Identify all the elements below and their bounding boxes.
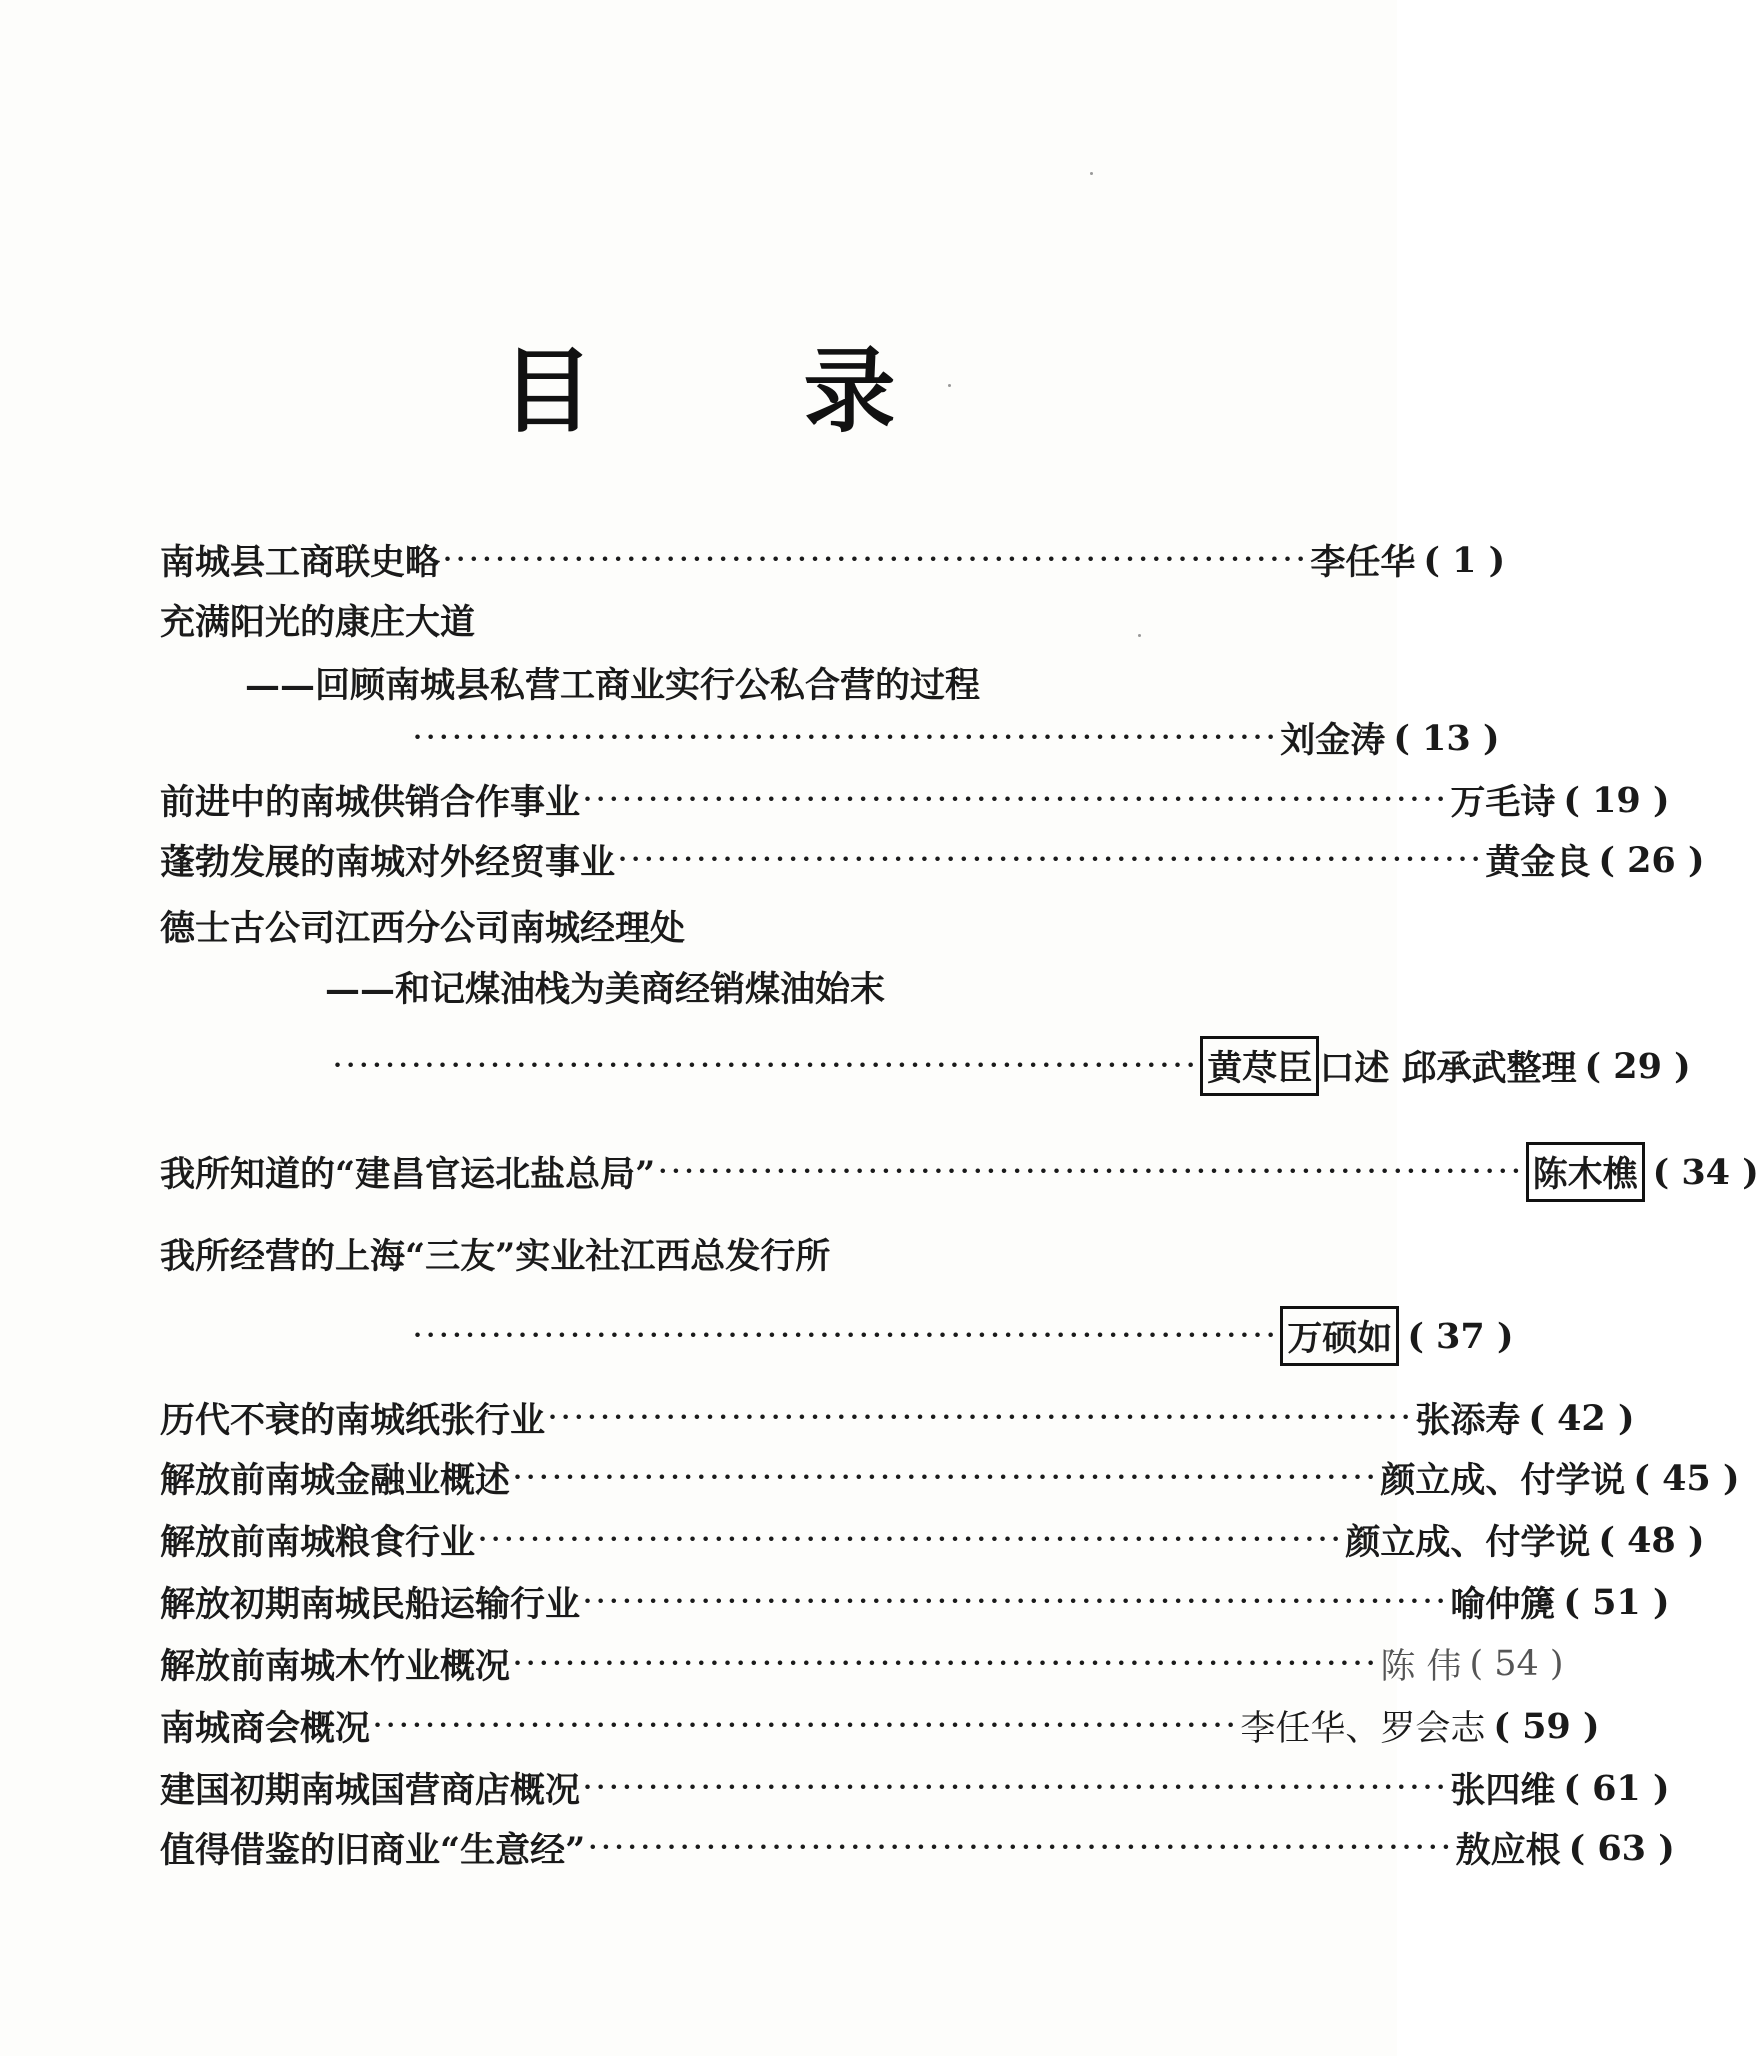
toc-entry-page: ( 29 ) — [1584, 1045, 1691, 1087]
toc-entry-page: ( 45 ) — [1633, 1457, 1740, 1499]
toc-leader-dots: ·································································· — [582, 780, 1449, 820]
toc-entry-author: 陈 伟 — [1380, 1647, 1462, 1687]
toc-entry[interactable] — [160, 534, 1506, 586]
toc-entry[interactable] — [160, 1822, 1675, 1874]
toc-entry-author: 颜立成、付学说 — [1345, 1522, 1591, 1563]
toc-entry[interactable] — [160, 774, 1670, 826]
toc-entry-author: 黄金良 — [1485, 842, 1591, 883]
toc-entry-continuation[interactable] — [410, 1310, 1514, 1362]
toc-entry-title: 蓬勃发展的南城对外经贸事业 — [160, 842, 616, 883]
toc-entry-author: 颜立成、付学说 — [1380, 1460, 1626, 1501]
toc-entry[interactable] — [160, 1638, 1564, 1690]
toc-entry[interactable] — [160, 1392, 1635, 1444]
toc-entry-author-suffix: 口述 邱承武整理 — [1319, 1048, 1577, 1089]
toc-leader-dots: ·································································· — [372, 1706, 1239, 1746]
toc-entry-title: 南城县工商联史略 — [160, 542, 441, 583]
toc-entry-title: 前进中的南城供销合作事业 — [160, 782, 581, 823]
toc-entry-page: ( 48 ) — [1598, 1519, 1705, 1561]
toc-entry-continuation[interactable] — [330, 1040, 1691, 1092]
toc-entry[interactable] — [160, 1700, 1600, 1752]
scan-speck — [1138, 634, 1141, 637]
toc-entry-page: ( 26 ) — [1598, 839, 1705, 881]
toc-leader-dots: ·································································· — [582, 1582, 1449, 1622]
toc-leader-dots: ·································································· — [512, 1458, 1379, 1498]
scan-speck — [1090, 172, 1093, 175]
toc-entry-title: 历代不衰的南城纸张行业 — [160, 1400, 546, 1441]
toc-entry-title: 南城商会概况 — [160, 1708, 371, 1749]
toc-entry-author: 敖应根 — [1455, 1830, 1561, 1871]
toc-entry-title: 建国初期南城国营商店概况 — [160, 1770, 581, 1811]
toc-entry-page: ( 34 ) — [1652, 1151, 1759, 1193]
toc-entry[interactable] — [160, 900, 1230, 952]
toc-entry-page: ( 54 ) — [1469, 1644, 1564, 1684]
toc-entry[interactable] — [160, 1762, 1670, 1814]
toc-entry[interactable] — [160, 1514, 1705, 1566]
toc-leader-dots: ·································································· — [412, 1316, 1279, 1356]
toc-entry-title: 解放前南城金融业概述 — [160, 1460, 511, 1501]
toc-entry-title: 解放前南城木竹业概况 — [160, 1646, 511, 1687]
toc-entry-subtitle: ——和记煤油栈为美商经销煤油始末 — [325, 969, 886, 1010]
toc-entry-page: ( 51 ) — [1563, 1581, 1670, 1623]
toc-entry-page: ( 19 ) — [1563, 779, 1670, 821]
page-title — [0, 318, 1397, 450]
toc-entry-title: 充满阳光的康庄大道 — [160, 602, 476, 643]
page-title-left: 目 — [501, 337, 594, 445]
toc-entry-page: ( 59 ) — [1493, 1705, 1600, 1747]
toc-leader-dots: ·································································· — [657, 1152, 1524, 1192]
toc-entry[interactable] — [160, 834, 1705, 886]
toc-entry-title: 解放初期南城民船运输行业 — [160, 1584, 581, 1625]
toc-entry[interactable] — [160, 1452, 1740, 1504]
toc-entry-continuation[interactable] — [410, 712, 1500, 764]
toc-leader-dots: ·································································· — [412, 718, 1279, 758]
toc-leader-dots: ·································································· — [477, 1520, 1344, 1560]
toc-entry-page: ( 42 ) — [1528, 1397, 1635, 1439]
toc-leader-dots: ·································································· — [617, 840, 1484, 880]
toc-leader-dots: ·································································· — [442, 540, 1309, 580]
toc-entry-page: ( 1 ) — [1423, 539, 1506, 581]
toc-entry-author: 李任华 — [1310, 542, 1416, 583]
toc-entry-subtitle: ——回顾南城县私营工商业实行公私合营的过程 — [245, 665, 981, 706]
toc-leader-dots: ·································································· — [582, 1768, 1449, 1808]
toc-entry-author-boxed: 黄荩臣 — [1200, 1036, 1319, 1096]
toc-entry-author: 张添寿 — [1415, 1400, 1521, 1441]
toc-entry-author: 喻仲篪 — [1450, 1584, 1556, 1625]
toc-entry-title: 德士古公司江西分公司南城经理处 — [160, 908, 686, 949]
toc-entry-title: 值得借鉴的旧商业“生意经” — [160, 1830, 586, 1871]
toc-leader-dots: ·································································· — [547, 1398, 1414, 1438]
toc-entry[interactable] — [160, 1228, 1230, 1280]
toc-entry-author-boxed: 万硕如 — [1280, 1306, 1399, 1366]
toc-entry-title: 我所知道的“建昌官运北盐总局” — [160, 1154, 656, 1195]
toc-entry-author: 张四维 — [1450, 1770, 1556, 1811]
toc-entry-title: 解放前南城粮食行业 — [160, 1522, 476, 1563]
toc-leader-dots: ·································································· — [587, 1828, 1454, 1868]
toc-entry-author: 刘金涛 — [1280, 720, 1386, 761]
toc-entry-page: ( 61 ) — [1563, 1767, 1670, 1809]
toc-entry-author: 李任华、罗会志 — [1240, 1709, 1486, 1749]
toc-entry-page: ( 37 ) — [1407, 1315, 1514, 1357]
toc-entry[interactable] — [160, 1576, 1670, 1628]
toc-entry-author-boxed: 陈木樵 — [1526, 1142, 1645, 1202]
toc-leader-dots: ·································································· — [332, 1046, 1199, 1086]
toc-entry-title: 我所经营的上海“三友”实业社江西总发行所 — [160, 1236, 831, 1277]
page-title-right: 录 — [803, 337, 896, 445]
toc-entry[interactable] — [160, 1146, 1759, 1198]
toc-entry-page: ( 63 ) — [1568, 1827, 1675, 1869]
toc-entry[interactable] — [160, 594, 1230, 646]
toc-entry-author: 万毛诗 — [1450, 782, 1556, 823]
toc-entry-page: ( 13 ) — [1393, 717, 1500, 759]
toc-leader-dots: ·································································· — [512, 1644, 1379, 1684]
scan-speck — [948, 384, 951, 387]
